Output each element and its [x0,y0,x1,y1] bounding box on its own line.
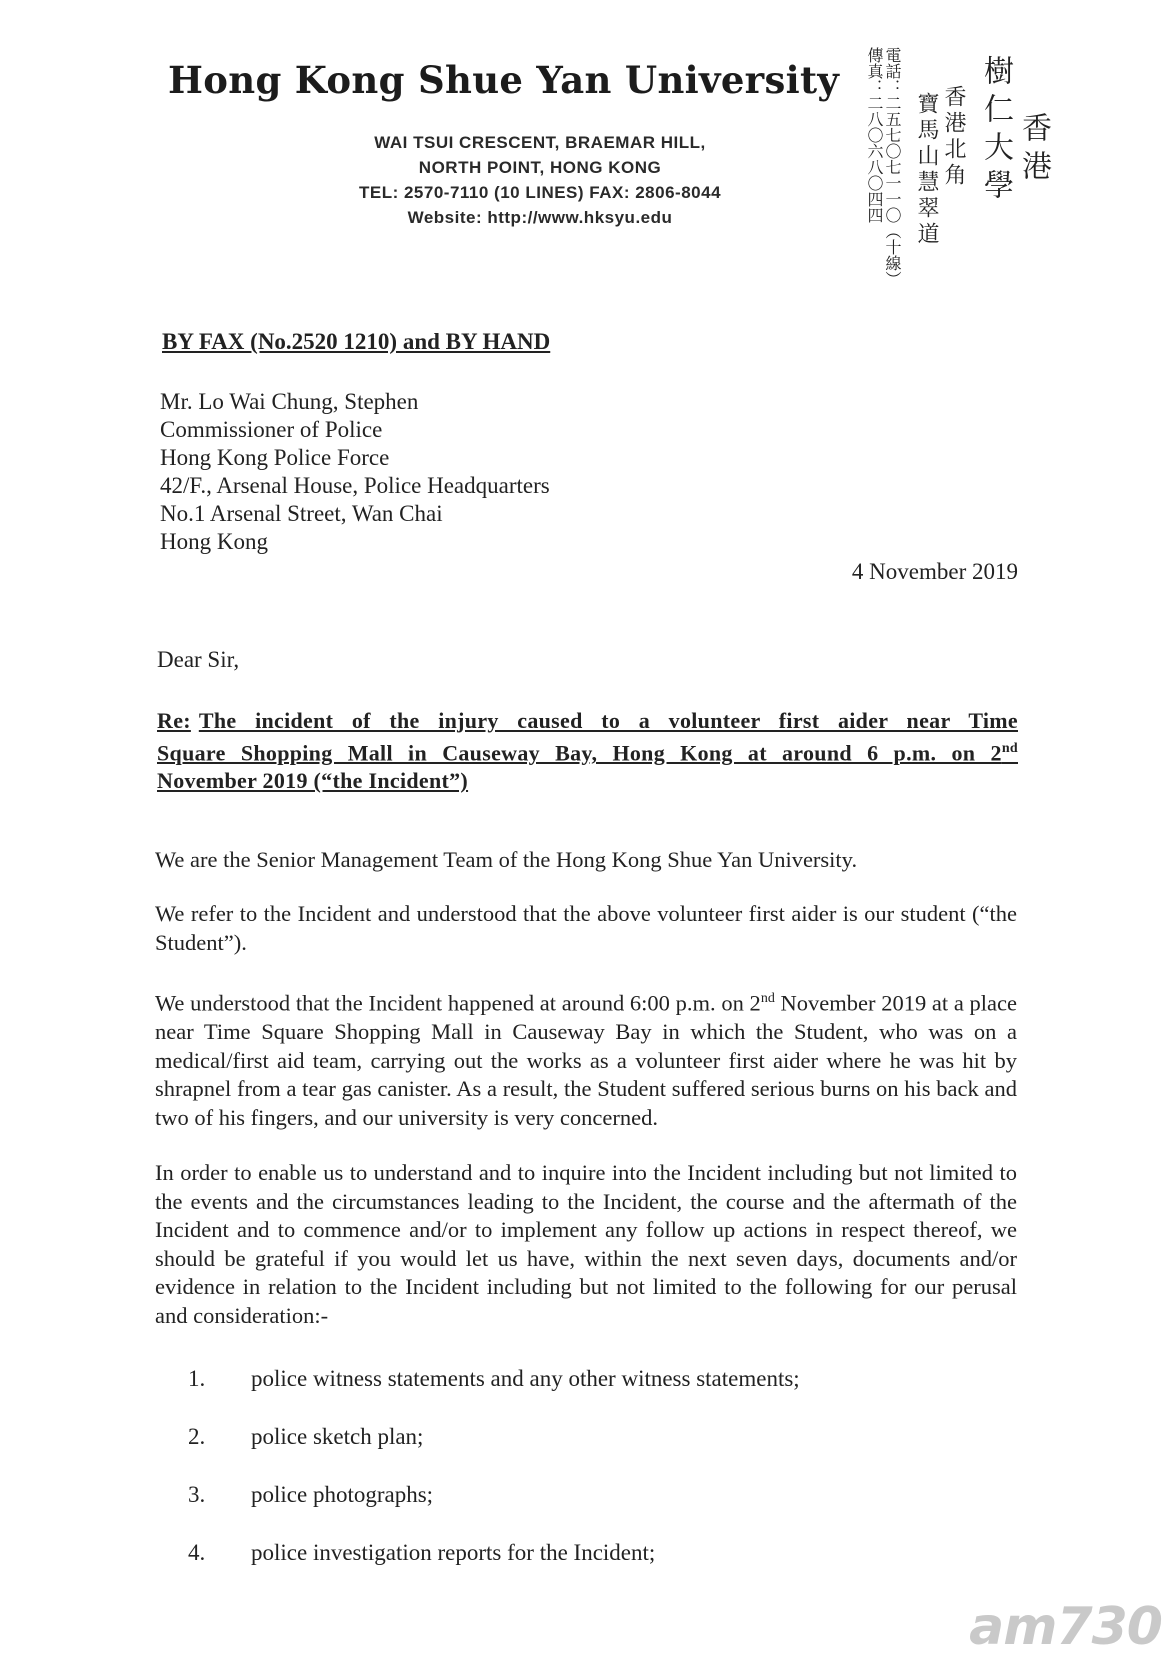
university-name: Hong Kong Shue Yan University [168,58,840,102]
chinese-tel: 電話：二五七〇七一一〇（十線） [883,47,902,287]
list-item-number: 1. [188,1366,206,1391]
paragraph-intro: We are the Senior Management Team of the Hong Kong Shue Yan University. [155,847,858,872]
chinese-road: 寶馬山慧翠道 [914,92,939,248]
subject-text-1: The incident of the injury caused to a volunteer first aider near Time [198,708,1018,733]
recipient-line-5: No.1 Arsenal Street, Wan Chai [160,501,443,526]
list-item: police investigation reports for the Incident; [251,1540,656,1565]
recipient-line-2: Commissioner of Police [160,417,383,442]
letter-date: 4 November 2019 [851,559,1018,584]
watermark-logo: am730 [969,1597,1162,1657]
subject-line-1 [157,707,1018,735]
list-item: police photographs; [251,1482,434,1507]
paragraph-request: In order to enable us to understand and to inquire into the Incident including but not limited to the events and the circumstances leading to the Incident, the course and the aftermath of the Incident and to commence and/or to implement any follow up actions in respect thereof, we should be grateful if you would let us have, within the next seven days, documents and/or evidence in relation to the Incident including but not limited to the following for our perusal and consideration:- [155,1160,1017,1328]
chinese-area: 香港北角 [941,85,966,189]
address-line-2: NORTH POINT, HONG KONG [418,158,662,177]
list-item-number: 3. [188,1482,206,1507]
recipient-line-1: Mr. Lo Wai Chung, Stephen [160,389,419,414]
list-item-number: 2. [188,1424,206,1449]
tel-fax-line: TEL: 2570-7110 (10 LINES) FAX: 2806-8044 [358,183,722,202]
delivery-method: BY FAX (No.2520 1210) and BY HAND [162,329,551,354]
address-line-1: WAI TSUI CRESCENT, BRAEMAR HILL, [374,133,706,152]
subject-text-2: Square Shopping Mall in Causeway Bay, Hong Kong at around 6 p.m. on 2nd [157,740,1018,766]
chinese-city: 香港 [1016,112,1051,188]
subject-block [157,707,1018,795]
re-label: Re: [157,708,191,733]
paragraph-incident: We understood that the Incident happened at around 6:00 p.m. on 2nd November 2019 at a place near Time Square Shopping Mall in Causeway Bay in which the Student, who was on a medical/first aid team, carrying out the works as a volunteer first aider where he was hit by shrapnel from a tear gas canister. As a result, the Student suffered serious burns on his back and two of his fingers, and our university is very concerned. [155,990,1017,1130]
salutation: Dear Sir, [157,647,240,672]
chinese-university-name: 樹仁大學 [978,55,1013,207]
recipient-line-6: Hong Kong [160,529,268,554]
recipient-line-3: Hong Kong Police Force [160,445,390,470]
paragraph-refer: We refer to the Incident and understood that the above volunteer first aider is our student (“the Student”). [155,901,1017,955]
list-item: police witness statements and any other witness statements; [251,1366,800,1391]
subject-line-3 [157,767,1018,795]
subject-line-2 [157,735,1018,767]
chinese-fax: 傳真：二八〇六八〇四四 [865,47,884,223]
list-item-number: 4. [188,1540,206,1565]
subject-text-3: November 2019 (“the Incident”) [157,768,469,794]
website-line: Website: http://www.hksyu.edu [407,208,673,227]
list-item: police sketch plan; [251,1424,424,1449]
recipient-line-4: 42/F., Arsenal House, Police Headquarters [160,473,550,498]
